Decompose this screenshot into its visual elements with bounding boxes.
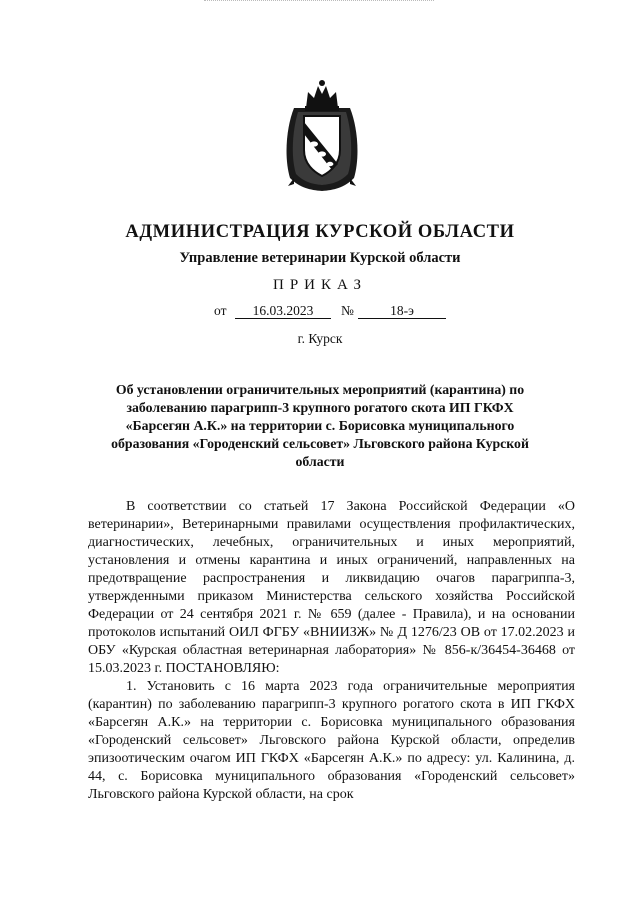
body-paragraph: 1. Установить с 16 марта 2023 года ограничительные мероприятия (карантин) по заболеванию парагрипп-3 крупного рогатого скота в ИП ГКФХ «Барсегян А.К.» на территории с. Борисовка муниципального образования «Городенский сельсовет» Льговского района Курской области, определив эпизоотическим очагом ИП ГКФХ «Барсегян А.К.» по адресу: ул. Калинина, д. 44, с. Борисовка муниципального образования «Городенский сельсовет» Льговского района Курской области, на срок — [88, 679, 575, 802]
body-paragraph: В соответствии со статьей 17 Закона Российской Федерации «О ветеринарии», Ветеринарными правилами осуществления профилактических, диагностических, лечебных, ограничительных и иных мероприятий, установления и отмены карантина и иных ограничений, направленных на предотвращение распространения и ликвидацию очагов парагриппа-3, утвержденными приказом Министерства сельского хозяйства Российской Федерации от 24 сентября 2021 г. № 659 (далее - Правила), и на основании протоколов испытаний ОИЛ ФГБУ «ВНИИЗЖ» № Д 1276/23 ОВ от 17.02.2023 и ОБУ «Курская областная ветеринарная лаборатория» № 856-к/36454-36468 от 15.03.2023 г. ПОСТАНОВЛЯЮ: — [88, 499, 575, 676]
city-name: г. Курск — [297, 331, 343, 346]
document-number: 18-э — [358, 303, 446, 319]
department-name: Управление ветеринарии Курской области — [179, 250, 461, 266]
document-subject: Об установлении ограничительных мероприятий (карантина) по заболеванию парагрипп-3 крупного рогатого скота ИП ГКФХ «Барсегян А.К.» на территории с. Борисовка муниципального образования «Городенский сельсовет» Льговского района Курской области — [111, 382, 529, 469]
date-number-line — [0, 303, 640, 323]
scan-edge-mark — [204, 0, 434, 4]
number-prefix: № — [341, 303, 354, 318]
kursk-coat-of-arms-icon — [280, 78, 364, 194]
document-date: 16.03.2023 — [235, 303, 331, 319]
organization-title: АДМИНИСТРАЦИЯ КУРСКОЙ ОБЛАСТИ — [125, 222, 515, 242]
document-body — [88, 498, 575, 804]
document-type: ПРИКАЗ — [273, 277, 367, 293]
date-prefix: от — [214, 303, 227, 318]
